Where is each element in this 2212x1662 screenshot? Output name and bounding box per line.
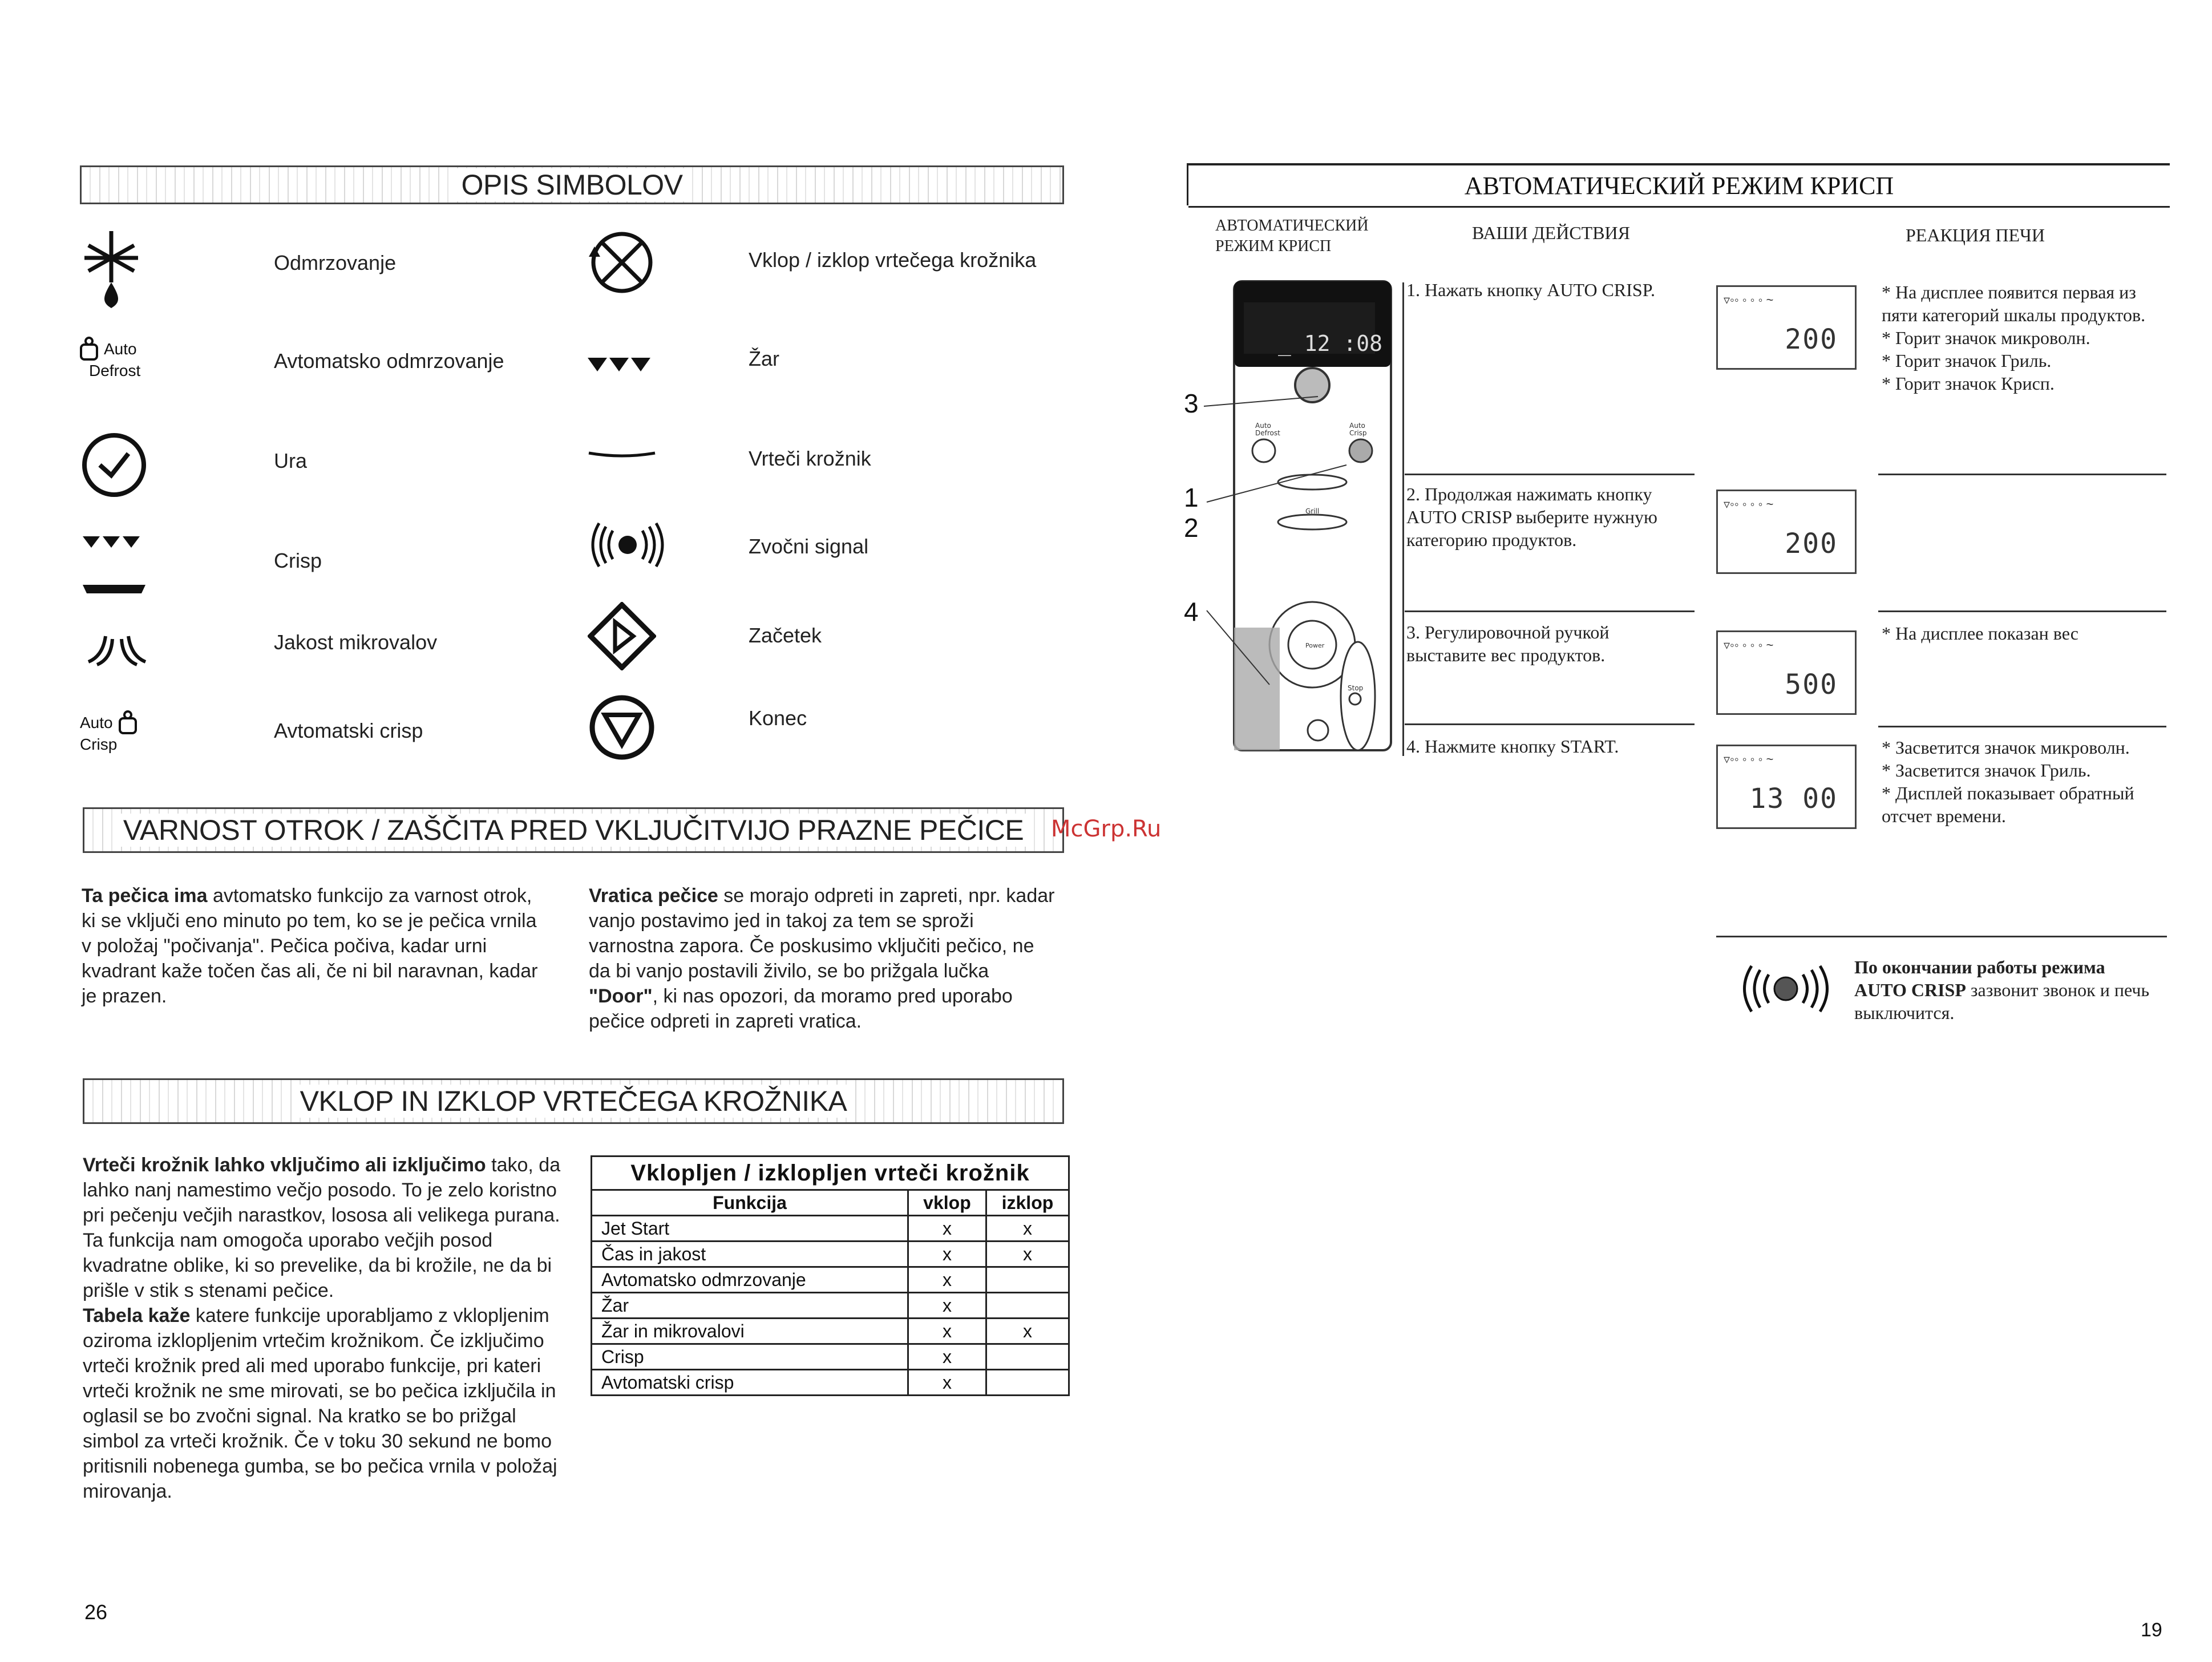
clock-icon <box>80 431 148 502</box>
steps-vertical-rule <box>1402 282 1404 756</box>
table-cell-off <box>986 1370 1069 1396</box>
table-cell-off: x <box>986 1242 1069 1267</box>
svg-text:Crisp: Crisp <box>1349 429 1367 437</box>
callout-4: 4 <box>1184 597 1199 626</box>
symbol-label-auto-crisp: Avtomatski crisp <box>274 719 423 742</box>
lcd-display-1 <box>1716 285 1857 370</box>
svg-text:Defrost: Defrost <box>1255 429 1280 437</box>
step-separator-1 <box>1405 474 1695 475</box>
microwave-power-icon <box>83 630 151 673</box>
table-cell-off: x <box>986 1216 1069 1242</box>
turntable-bold1: Vrteči krožnik lahko vključimo ali izključimo <box>83 1154 486 1176</box>
turntable-header-text: VKLOP IN IZKLOP VRTEČEGA KROŽNIKA <box>294 1085 853 1118</box>
symbol-label-microwave-power: Jakost mikrovalov <box>274 630 438 654</box>
lcd-display-3 <box>1716 630 1857 715</box>
reaction-separator-2 <box>1878 610 2166 612</box>
step-separator-2 <box>1405 610 1695 612</box>
reaction-separator-1 <box>1878 474 2166 475</box>
crisp-icon <box>80 533 148 605</box>
table-row <box>592 1242 1069 1267</box>
final-bold-1: По окончании работы режима <box>1854 957 2105 977</box>
lcd-value-1: 200 <box>1785 323 1838 355</box>
grill-icon <box>588 357 650 377</box>
safety-header <box>83 807 1064 853</box>
reaction-3-line-1: * На дисплее показан вес <box>1882 623 2078 644</box>
table-header-on: vklop <box>908 1190 986 1216</box>
turntable-text2: katere funkcije uporabljamo z vklopljenim oziroma izklopljenim vrtečim krožnikom. Če izključimo vrteči krožnik pred ali med uporabo funkcije, pri kateri vrteči krožnik ne sme mirovati, se bo pečica izključila in oglasil se bo zvočni signal. Na kratko se bo prižgal simbol za vrteči krožnik. Če v toku 30 sekund ne bomo pritisnili nobenega gumba, se bo pečica vrnila v položaj mirovanja. <box>83 1305 557 1502</box>
final-separator <box>1716 936 2167 937</box>
table-row <box>592 1216 1069 1242</box>
symbols-header-text: OPIS SIMBOLOV <box>455 168 688 201</box>
reaction-1-line-3: * Горит значок Гриль. <box>1882 350 2052 371</box>
table-cell-on: x <box>908 1344 986 1370</box>
lcd-value-2: 200 <box>1785 528 1838 560</box>
step-separator-3 <box>1405 723 1695 725</box>
symbol-label-turntable-onoff: Vklop / izklop vrtečega krožnika <box>749 248 1037 272</box>
table-cell-off: x <box>986 1319 1069 1344</box>
turntable-text1: tako, da lahko nanj namestimo večjo posodo. To je zelo koristno pri pečenju večjih narastkov, lososa ali velikega purana. Ta funkcija nam omogoča uporabo večjih posod kvadratne oblike, ki so prevelike, da bi krožile, ne da bi prišle v stik s stenami pečice. <box>83 1154 561 1301</box>
lcd-icons: ▿◦◦ ◦ ◦ ◦ ~ <box>1724 752 1774 766</box>
reaction-4-line-3: * Дисплей показывает обратный отсчет времени. <box>1882 783 2134 826</box>
turntable-onoff-icon <box>588 228 656 300</box>
page-number-right: 19 <box>2141 1619 2162 1641</box>
turntable-header <box>83 1078 1064 1124</box>
lcd-icons: ▿◦◦ ◦ ◦ ◦ ~ <box>1724 497 1774 511</box>
stop-icon <box>588 693 656 765</box>
table-cell-function: Žar <box>592 1293 908 1319</box>
symbols-header <box>80 165 1064 204</box>
reaction-4-line-1: * Засветится значок микроволн. <box>1882 737 2130 758</box>
lcd-value-3: 500 <box>1785 669 1838 701</box>
svg-text:Stop: Stop <box>1348 684 1364 692</box>
final-bold-2: AUTO CRISP <box>1854 980 1966 1000</box>
table-cell-function: Žar in mikrovalovi <box>592 1319 908 1344</box>
table-cell-on: x <box>908 1242 986 1267</box>
symbol-label-crisp: Crisp <box>274 549 322 572</box>
lcd-display-2 <box>1716 490 1857 574</box>
callout-2: 2 <box>1184 513 1199 543</box>
svg-text:Auto: Auto <box>1255 422 1271 430</box>
lcd-icons: ▿◦◦ ◦ ◦ ◦ ~ <box>1724 293 1774 307</box>
bell-icon <box>1734 963 1837 1017</box>
svg-text:Grill: Grill <box>1305 507 1320 515</box>
reaction-4-line-2: * Засветится значок Гриль. <box>1882 760 2091 781</box>
start-icon <box>588 602 656 673</box>
table-row <box>592 1370 1069 1396</box>
reaction-1-line-2: * Горит значок микроволн. <box>1882 327 2090 348</box>
safety-header-text: VARNOST OTROK / ZAŠČITA PRED VKLJUČITVIJO PRAZNE PEČICE <box>118 814 1029 847</box>
panel-display: _ 12 :08 <box>1278 331 1383 356</box>
reaction-4 <box>1882 736 2167 827</box>
reaction-1-line-4: * Горит значок Крисп. <box>1882 373 2055 394</box>
safety-right-text2: , ki nas opozori, da moramo pred uporabo pečice odpreti in zapreti vratica. <box>589 985 1013 1032</box>
table-row <box>592 1293 1069 1319</box>
safety-text-left <box>82 883 538 1009</box>
symbol-label-start: Začetek <box>749 624 822 647</box>
table-header-off: izklop <box>986 1190 1069 1216</box>
safety-right-bold: Vratica pečice <box>589 885 718 907</box>
final-text: зазвонит звонок и печь выключится. <box>1854 980 2150 1023</box>
table-row <box>592 1344 1069 1370</box>
safety-text-right <box>589 883 1057 1034</box>
symbol-label-auto-defrost: Avtomatsko odmrzovanje <box>274 349 504 373</box>
table-cell-off <box>986 1293 1069 1319</box>
table-cell-function: Avtomatski crisp <box>592 1370 908 1396</box>
col2-header: ВАШИ ДЕЙСТВИЯ <box>1472 223 1630 243</box>
symbol-label-sound-signal: Zvočni signal <box>749 535 869 558</box>
table-cell-on: x <box>908 1267 986 1293</box>
table-cell-function: Čas in jakost <box>592 1242 908 1267</box>
safety-left-text: avtomatsko funkcijo za varnost otrok, ki se vključi eno minuto po tem, ko se je pečica vrnila v položaj "počivanja". Pečica počiva, kadar urni kvadrant kaže točen čas ali, če ni bil naravnan, kadar je prazen. <box>82 885 538 1007</box>
final-note <box>1854 956 2174 1024</box>
table-row <box>592 1319 1069 1344</box>
callout-leaders <box>1198 365 1369 707</box>
page-number-left: 26 <box>84 1600 108 1624</box>
step-2-text: 2. Продолжая нажимать кнопку AUTO CRISP выберите нужную категорию продуктов. <box>1406 484 1657 550</box>
step-3-text: 3. Регулировочной ручкой выставите вес продуктов. <box>1406 622 1610 665</box>
turntable-table <box>591 1155 1070 1396</box>
table-cell-function: Avtomatsko odmrzovanje <box>592 1267 908 1293</box>
table-cell-off <box>986 1267 1069 1293</box>
table-title: Vklopljen / izklopljen vrteči krožnik <box>592 1156 1069 1190</box>
lcd-icons: ▿◦◦ ◦ ◦ ◦ ~ <box>1724 638 1774 652</box>
table-row <box>592 1267 1069 1293</box>
auto-crisp-icon: Auto Crisp <box>80 710 160 754</box>
symbol-label-defrost: Odmrzovanje <box>274 251 397 274</box>
reaction-1-line-1: * На дисплее появится первая из пяти категорий шкалы продуктов. <box>1882 282 2146 325</box>
svg-text:Auto: Auto <box>1349 422 1365 430</box>
watermark: McGrp.Ru <box>1051 816 1162 842</box>
safety-right-bold2: "Door" <box>589 985 653 1007</box>
symbol-label-grill: Žar <box>749 347 779 370</box>
step-4-text: 4. Нажмите кнопку START. <box>1406 736 1619 757</box>
table-cell-function: Crisp <box>592 1344 908 1370</box>
table-cell-on: x <box>908 1319 986 1344</box>
col1-header: АВТОМАТИЧЕСКИЙ РЕЖИМ КРИСП <box>1215 217 1369 255</box>
callout-1: 1 <box>1184 483 1199 512</box>
table-cell-function: Jet Start <box>592 1216 908 1242</box>
table-cell-off <box>986 1344 1069 1370</box>
col3-header: РЕАКЦИЯ ПЕЧИ <box>1906 225 2045 245</box>
turntable-bold2: Tabela kaže <box>83 1305 191 1327</box>
reaction-1 <box>1882 281 2167 395</box>
right-title-text: АВТОМАТИЧЕСКИЙ РЕЖИМ КРИСП <box>1464 171 1894 200</box>
turntable-icon <box>588 451 656 465</box>
svg-text:Power: Power <box>1305 642 1325 649</box>
sound-signal-icon <box>588 522 668 571</box>
defrost-icon <box>80 228 143 317</box>
lcd-value-4: 13 00 <box>1749 783 1838 815</box>
table-cell-on: x <box>908 1216 986 1242</box>
reaction-3 <box>1882 622 2167 645</box>
symbol-label-stop: Konec <box>749 706 807 730</box>
table-cell-on: x <box>908 1293 986 1319</box>
auto-defrost-icon: Auto Defrost <box>79 337 159 380</box>
table-header-function: Funkcija <box>592 1190 908 1216</box>
turntable-text <box>83 1153 565 1504</box>
step-1-text: 1. Нажать кнопку AUTO CRISP. <box>1406 280 1655 300</box>
reaction-separator-3 <box>1878 726 2166 727</box>
lcd-display-4 <box>1716 745 1857 829</box>
safety-right-text1: se morajo odpreti in zapreti, npr. kadar vanjo postavimo jed in takoj za tem se sproži varnostna zapora. Če poskusimo vključiti pečico, ne da bi vanjo postavili živilo, se bo prižgala lučka <box>589 885 1055 982</box>
safety-left-bold: Ta pečica ima <box>82 885 208 907</box>
callout-3: 3 <box>1184 389 1199 418</box>
symbol-label-clock: Ura <box>274 449 308 472</box>
right-title <box>1187 163 2170 205</box>
symbol-label-turntable: Vrteči krožnik <box>749 447 871 470</box>
table-cell-on: x <box>908 1370 986 1396</box>
